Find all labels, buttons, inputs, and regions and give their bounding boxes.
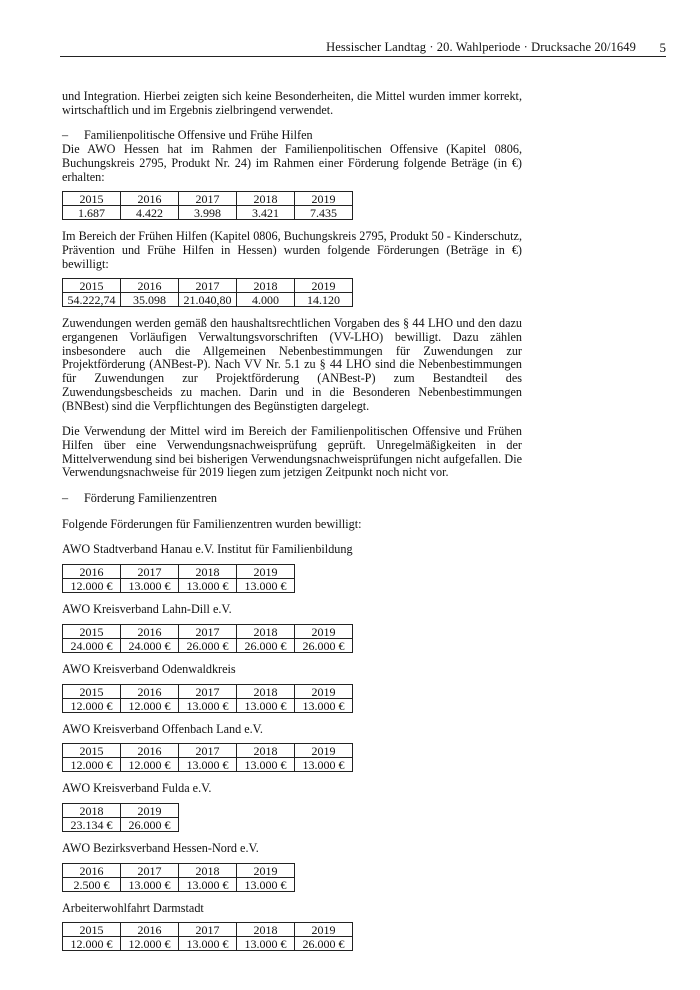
table-cell: 2016	[121, 279, 179, 293]
table-cell: 12.000 €	[63, 937, 121, 951]
table-cell: 23.134 €	[63, 817, 121, 831]
table-cell: 2016	[63, 863, 121, 877]
running-header	[60, 40, 666, 57]
org-funding-table	[62, 684, 353, 713]
table-cell: 2018	[179, 863, 237, 877]
table-cell: 2015	[63, 684, 121, 698]
table-cell: 2018	[237, 192, 295, 206]
table-row	[63, 758, 353, 772]
table-cell: 12.000 €	[63, 758, 121, 772]
table-cell: 2019	[295, 279, 353, 293]
table-cell: 13.000 €	[295, 698, 353, 712]
table-cell: 7.435	[295, 206, 353, 220]
table-cell: 2015	[63, 192, 121, 206]
table-cell: 2018	[237, 279, 295, 293]
table-cell: 2019	[295, 923, 353, 937]
table-cell: 2015	[63, 624, 121, 638]
table-cell: 12.000 €	[121, 937, 179, 951]
table-cell: 2017	[179, 923, 237, 937]
table-cell: 4.000	[237, 293, 295, 307]
table-cell: 24.000 €	[121, 638, 179, 652]
table-header-row	[63, 624, 353, 638]
running-head-text: Hessischer Landtag · 20. Wahlperiode · Drucksache 20/1649	[326, 40, 636, 54]
table-cell: 1.687	[63, 206, 121, 220]
table-cell: 26.000 €	[295, 937, 353, 951]
table-row	[63, 638, 353, 652]
table-cell: 3.421	[237, 206, 295, 220]
table-cell: 13.000 €	[179, 758, 237, 772]
page-number: 5	[659, 40, 666, 55]
table-cell: 2019	[295, 684, 353, 698]
table-cell: 13.000 €	[237, 758, 295, 772]
table-cell: 13.000 €	[237, 877, 295, 891]
table-row	[63, 817, 179, 831]
table-cell: 13.000 €	[295, 758, 353, 772]
table-cell: 54.222,74	[63, 293, 121, 307]
paragraph-offensive: Die AWO Hessen hat im Rahmen der Familienpolitischen Offensive (Kapitel 0806, Buchungskreis 2795, Produkt Nr. 24) im Rahmen einer Förderung folgende Beträge (in €) erhalten:	[62, 142, 522, 184]
table-cell: 26.000 €	[295, 638, 353, 652]
paragraph-familienzentren-intro: Folgende Förderungen für Familienzentren wurden bewilligt:	[62, 516, 362, 531]
org-name: AWO Bezirksverband Hessen-Nord e.V.	[62, 840, 259, 855]
table-cell: 4.422	[121, 206, 179, 220]
table-header-row	[63, 279, 353, 293]
table-cell: 2018	[237, 684, 295, 698]
org-funding-table	[62, 922, 353, 951]
table-cell: 2016	[63, 565, 121, 579]
org-name: Arbeiterwohlfahrt Darmstadt	[62, 900, 204, 915]
table-cell: 2017	[121, 863, 179, 877]
org-funding-table	[62, 564, 295, 593]
table-cell: 2017	[179, 624, 237, 638]
table-cell: 2017	[179, 279, 237, 293]
table-cell: 2015	[63, 923, 121, 937]
table-cell: 13.000 €	[179, 937, 237, 951]
org-name: AWO Stadtverband Hanau e.V. Institut für Familienbildung	[62, 542, 353, 557]
table-cell: 13.000 €	[237, 698, 295, 712]
table-row	[63, 293, 353, 307]
table-cell: 2019	[237, 565, 295, 579]
table-cell: 2015	[63, 744, 121, 758]
table-cell: 12.000 €	[121, 758, 179, 772]
table-cell: 13.000 €	[237, 579, 295, 593]
table-cell: 13.000 €	[121, 877, 179, 891]
org-funding-table	[62, 743, 353, 772]
org-name: AWO Kreisverband Odenwaldkreis	[62, 661, 236, 676]
table-cell: 2019	[295, 624, 353, 638]
section-heading-text: Familienpolitische Offensive und Frühe Hilfen	[84, 128, 313, 143]
paragraph-fruehe-hilfen: Im Bereich der Frühen Hilfen (Kapitel 0806, Buchungskreis 2795, Produkt 50 - Kinderschutz, Prävention und Frühe Hilfen in Hessen) wurden folgende Förderungen (Beträge in €) bewilligt:	[62, 229, 522, 271]
table-cell: 26.000 €	[237, 638, 295, 652]
org-funding-list	[62, 543, 522, 951]
table-header-row	[63, 744, 353, 758]
table-cell: 2.500 €	[63, 877, 121, 891]
section-heading-familienpolitik	[62, 129, 522, 143]
table-cell: 2017	[179, 744, 237, 758]
table-cell: 13.000 €	[179, 877, 237, 891]
document-body	[62, 90, 522, 961]
table-header-row	[63, 192, 353, 206]
table-cell: 2016	[121, 624, 179, 638]
table-cell: 2016	[121, 923, 179, 937]
table-cell: 2019	[237, 863, 295, 877]
table-cell: 2018	[237, 923, 295, 937]
table-cell: 12.000 €	[121, 698, 179, 712]
table-cell: 14.120	[295, 293, 353, 307]
table-cell: 12.000 €	[63, 579, 121, 593]
table-cell: 12.000 €	[63, 698, 121, 712]
table-cell: 35.098	[121, 293, 179, 307]
table-cell: 2017	[121, 565, 179, 579]
table-cell: 21.040,80	[179, 293, 237, 307]
bullet-dash: –	[62, 128, 69, 143]
paragraph-verwendung: Die Verwendung der Mittel wird im Bereich der Familienpolitischen Offensive und Frühen Hilfen über eine Verwendungsnachweisprüfung geprüft. Unregelmäßigkeiten in der Mittelverwendung sind bei bisherigen Verwendungsnachweisprüfungen nicht aufgefallen. Die Verwendungsnachweise für 2019 liegen zum jetzigen Zeitpunkt noch nicht vor.	[62, 424, 522, 480]
table-header-row	[63, 923, 353, 937]
paragraph-zuwendungen: Zuwendungen werden gemäß den haushaltsrechtlichen Vorgaben des § 44 LHO und den dazu ergangenen Vorläufigen Verwaltungsvorschriften (VV-LHO) bewilligt. Dazu zählen insbesondere auch die Allgemeinen Nebenbestimmungen für Zuwendungen zur Projektförderung (ANBest-P). Nach VV Nr. 5.1 zu § 44 LHO sind die Nebenbestimmungen für Zuwendungen zur Projektförderung (ANBest-P) zum Bestandteil des Zuwendungsbescheids zu machen. Darin und in die Besonderen Nebenbestimmungen (BNBest) sind die Verpflichtungen des Begünstigten dargelegt.	[62, 316, 522, 413]
table-cell: 2017	[179, 192, 237, 206]
table-cell: 2016	[121, 192, 179, 206]
org-funding-table	[62, 863, 295, 892]
org-name: AWO Kreisverband Fulda e.V.	[62, 781, 212, 796]
table-cell: 2018	[179, 565, 237, 579]
table-cell: 3.998	[179, 206, 237, 220]
table-cell: 2019	[295, 192, 353, 206]
table-offensive	[62, 191, 353, 220]
table-fruehe-hilfen	[62, 278, 353, 307]
table-cell: 13.000 €	[179, 698, 237, 712]
table-header-row	[63, 565, 295, 579]
table-cell: 2018	[237, 744, 295, 758]
table-cell: 2016	[121, 744, 179, 758]
table-cell: 2019	[295, 744, 353, 758]
org-funding-table	[62, 624, 353, 653]
table-cell: 13.000 €	[121, 579, 179, 593]
table-row	[63, 698, 353, 712]
table-cell: 24.000 €	[63, 638, 121, 652]
table-cell: 2018	[237, 624, 295, 638]
table-cell: 2015	[63, 279, 121, 293]
table-cell: 13.000 €	[237, 937, 295, 951]
table-cell: 2017	[179, 684, 237, 698]
table-row	[63, 877, 295, 891]
bullet-dash: –	[62, 491, 69, 506]
table-row	[63, 937, 353, 951]
table-cell: 26.000 €	[179, 638, 237, 652]
org-funding-table	[62, 803, 179, 832]
org-name: AWO Kreisverband Offenbach Land e.V.	[62, 721, 263, 736]
table-row	[63, 206, 353, 220]
table-cell: 13.000 €	[179, 579, 237, 593]
section-heading-familienzentren	[62, 492, 522, 506]
table-header-row	[63, 803, 179, 817]
intro-paragraph: und Integration. Hierbei zeigten sich keine Besonderheiten, die Mittel wurden immer korrekt, wirtschaftlich und im Ergebnis zielbringend verwendet.	[62, 89, 522, 117]
table-cell: 2018	[63, 803, 121, 817]
section-heading-text: Förderung Familienzentren	[84, 491, 218, 506]
table-header-row	[63, 863, 295, 877]
table-header-row	[63, 684, 353, 698]
table-row	[63, 579, 295, 593]
table-cell: 2016	[121, 684, 179, 698]
table-cell: 2019	[121, 803, 179, 817]
org-name: AWO Kreisverband Lahn-Dill e.V.	[62, 602, 232, 617]
table-cell: 26.000 €	[121, 817, 179, 831]
